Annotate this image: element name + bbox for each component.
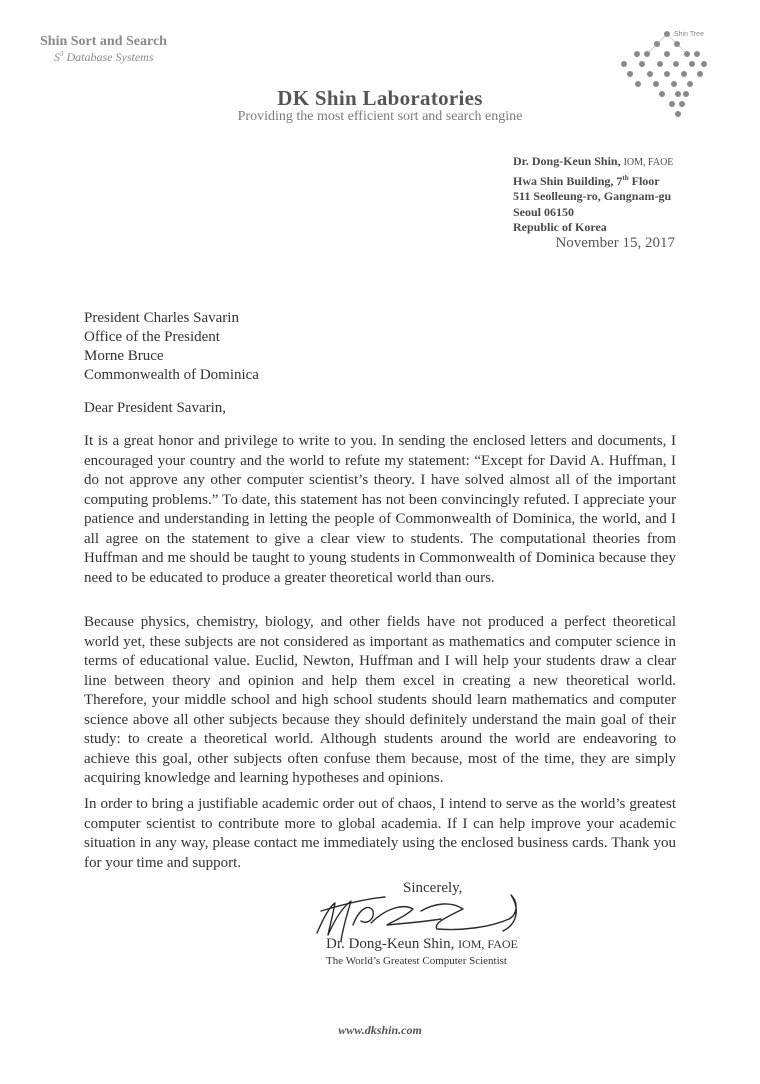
- lab-title: DK Shin Laboratories: [277, 86, 483, 110]
- signer-credentials: IOM, FAOE: [458, 937, 518, 951]
- sender-floor: Floor: [631, 173, 660, 188]
- sender-street: 511 Seolleung-ro, Gangnam-gu: [513, 189, 672, 203]
- recipient-line-3: Morne Bruce: [84, 348, 164, 364]
- sender-building-sup: th: [622, 173, 629, 182]
- signer-title: The World’s Greatest Computer Scientist: [326, 955, 507, 967]
- sender-building-line: [513, 171, 673, 190]
- sender-address: [513, 154, 673, 236]
- website-link[interactable]: www.dkshin.com: [338, 1023, 422, 1037]
- brand-tagline-text: Database Systems: [66, 50, 154, 64]
- sender-name: Dr. Dong-Keun Shin,: [513, 154, 621, 168]
- recipient-address: [84, 309, 259, 385]
- sender-building: Hwa Shin Building, 7: [513, 173, 623, 188]
- shin-tree-logo: [612, 26, 712, 126]
- letter-date: November 15, 2017: [555, 235, 675, 251]
- body-paragraph-2: Because physics, chemistry, biology, and other fields have not produced a perfect theoretical world yet, these subjects are not considered as important as mathematics and computer science in terms of educational value. Euclid, Newton, Huffman and I will help your students draw a clear line between theory and opinion and help them excel in creating a new theoretical world. Therefore, your middle school and high school students should learn mathematics and computer science above all other subjects because they should definitely understand the main goal of their study: to create a theoretical world. Although students around the world are endeavoring to achieve this goal, other subjects often confuse them because, most of the time, they are simply acquiring knowledge and learning hypotheses and opinions.: [84, 614, 676, 786]
- signer-name: Dr. Dong-Keun Shin,: [326, 936, 455, 952]
- recipient-line-1: President Charles Savarin: [84, 310, 239, 326]
- closing-sincerely: Sincerely,: [403, 880, 463, 896]
- sender-city: Seoul 06150: [513, 204, 575, 219]
- body-paragraph-3: In order to bring a justifiable academic order out of chaos, I intend to serve as the world’s greatest computer scientist to contribute more to global academia. If I can help improve your academic situation in any way, please contact me immediately using the enclosed business cards. Thank you for your time and support.: [84, 796, 676, 871]
- lab-tagline: Providing the most efficient sort and search engine: [237, 109, 523, 124]
- signer-line: [326, 936, 518, 953]
- body-paragraph-1: It is a great honor and privilege to write to you. In sending the enclosed letters and documents, I encouraged your country and the world to refute my statement: “Except for David A. Huffman, I do not approve any other computer scientist’s theory. I have solved almost all of the important computing problems.” To date, this statement has not been convincingly refuted. I appreciate your patience and understanding in letting the people of Commonwealth of Dominica, the world, and I all agree on the statement to give a clear view to students. The computational theories from Huffman and me should be taught to young students in Commonwealth of Dominica because they need to be educated to produce a greater theoretical world than ours.: [84, 433, 676, 586]
- sender-country: Republic of Korea: [513, 220, 607, 234]
- brand-sup: 3: [60, 50, 64, 58]
- brand-s: S: [54, 50, 60, 64]
- greeting: Dear President Savarin,: [84, 400, 227, 416]
- brand-tagline: [54, 50, 154, 65]
- logo-label: Shin Tree: [674, 31, 704, 38]
- sender-credentials: IOM, FAOE: [623, 157, 674, 168]
- recipient-line-2: Office of the President: [84, 329, 220, 345]
- sender-name-line: [513, 154, 673, 171]
- brand-name: Shin Sort and Search: [40, 34, 167, 49]
- recipient-line-4: Commonwealth of Dominica: [84, 367, 259, 383]
